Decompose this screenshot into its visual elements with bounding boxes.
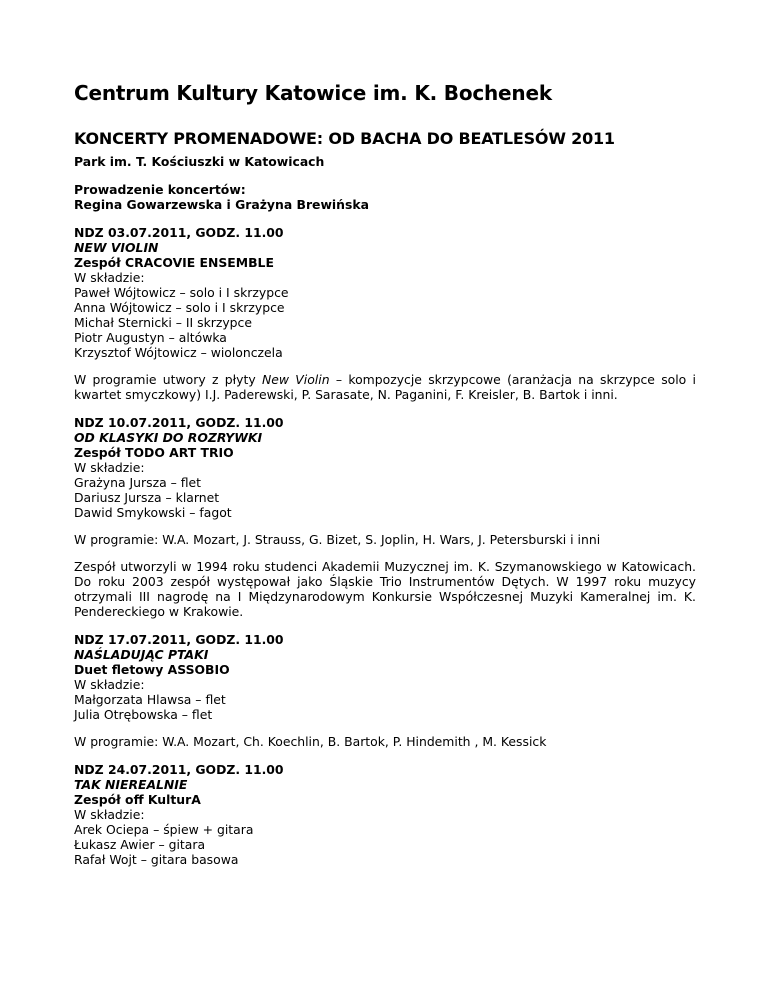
- concert-3: [74, 632, 696, 749]
- member: Piotr Augustyn – altówka: [74, 330, 227, 345]
- concert-date: NDZ 03.07.2011, GODZ. 11.00: [74, 225, 284, 240]
- lineup-label: W składzie:: [74, 270, 145, 285]
- concert-4: [74, 762, 696, 867]
- program-text: – kompozycje skrzypcowe (aranżacja na skrzypce solo i kwartet smyczkowy) I.J. Paderewski, P. Sarasate, N. Paganini, F. Kreisler, B. Bartok i inni.: [74, 372, 697, 402]
- concert-name: OD KLASYKI DO ROZRYWKI: [74, 430, 263, 445]
- lineup-label: W składzie:: [74, 677, 145, 692]
- concert-date: NDZ 17.07.2011, GODZ. 11.00: [74, 632, 284, 647]
- member: Arek Ociepa – śpiew + gitara: [74, 822, 254, 837]
- concert-1: [74, 225, 696, 402]
- concert-program: [74, 372, 696, 402]
- hosts: Regina Gowarzewska i Grażyna Brewińska: [74, 197, 369, 212]
- member: Anna Wójtowicz – solo i I skrzypce: [74, 300, 285, 315]
- member: Krzysztof Wójtowicz – wiolonczela: [74, 345, 283, 360]
- concert-program: W programie: W.A. Mozart, J. Strauss, G. Bizet, S. Joplin, H. Wars, J. Petersburski i inni: [74, 532, 601, 547]
- member: Rafał Wojt – gitara basowa: [74, 852, 239, 867]
- lineup-label: W składzie:: [74, 460, 145, 475]
- concert-date: NDZ 24.07.2011, GODZ. 11.00: [74, 762, 284, 777]
- member: Julia Otrębowska – flet: [74, 707, 213, 722]
- member: Małgorzata Hlawsa – flet: [74, 692, 226, 707]
- lineup-label: W składzie:: [74, 807, 145, 822]
- program-text: W programie utwory z płyty: [74, 372, 262, 387]
- document-title: Centrum Kultury Katowice im. K. Bochenek: [74, 81, 552, 105]
- concert-ensemble: Zespół CRACOVIE ENSEMBLE: [74, 255, 274, 270]
- member: Paweł Wójtowicz – solo i I skrzypce: [74, 285, 289, 300]
- member: Dariusz Jursza – klarnet: [74, 490, 220, 505]
- concert-name: NEW VIOLIN: [74, 240, 159, 255]
- member: Łukasz Awier – gitara: [74, 837, 206, 852]
- member: Michał Sternicki – II skrzypce: [74, 315, 252, 330]
- hosts-label: Prowadzenie koncertów:: [74, 182, 246, 197]
- concert-name: NAŚLADUJĄC PTAKI: [74, 647, 209, 662]
- concert-2: [74, 415, 696, 619]
- concert-name: TAK NIEREALNIE: [74, 777, 188, 792]
- concert-ensemble: Zespół off KulturA: [74, 792, 201, 807]
- series-title: KONCERTY PROMENADOWE: OD BACHA DO BEATLESÓW 2011: [74, 129, 615, 148]
- concert-program: W programie: W.A. Mozart, Ch. Koechlin, B. Bartok, P. Hindemith , M. Kessick: [74, 734, 547, 749]
- member: Dawid Smykowski – fagot: [74, 505, 232, 520]
- member: Grażyna Jursza – flet: [74, 475, 202, 490]
- concert-ensemble: Zespół TODO ART TRIO: [74, 445, 234, 460]
- venue: Park im. T. Kościuszki w Katowicach: [74, 154, 325, 169]
- concert-ensemble: Duet fletowy ASSOBIO: [74, 662, 230, 677]
- concert-note: Zespół utworzyli w 1994 roku studenci Akademii Muzycznej im. K. Szymanowskiego w Katowicach. Do roku 2003 zespół występował jako Śląskie Trio Instrumentów Dętych. W 1997 roku muzycy otrzymali III nagrodę na I Międzynarodowym Konkursie Współczesnej Muzyki Kameralnej im. K. Pendereckiego w Krakowie.: [74, 559, 696, 619]
- album-title: New Violin: [261, 372, 330, 387]
- concert-date: NDZ 10.07.2011, GODZ. 11.00: [74, 415, 284, 430]
